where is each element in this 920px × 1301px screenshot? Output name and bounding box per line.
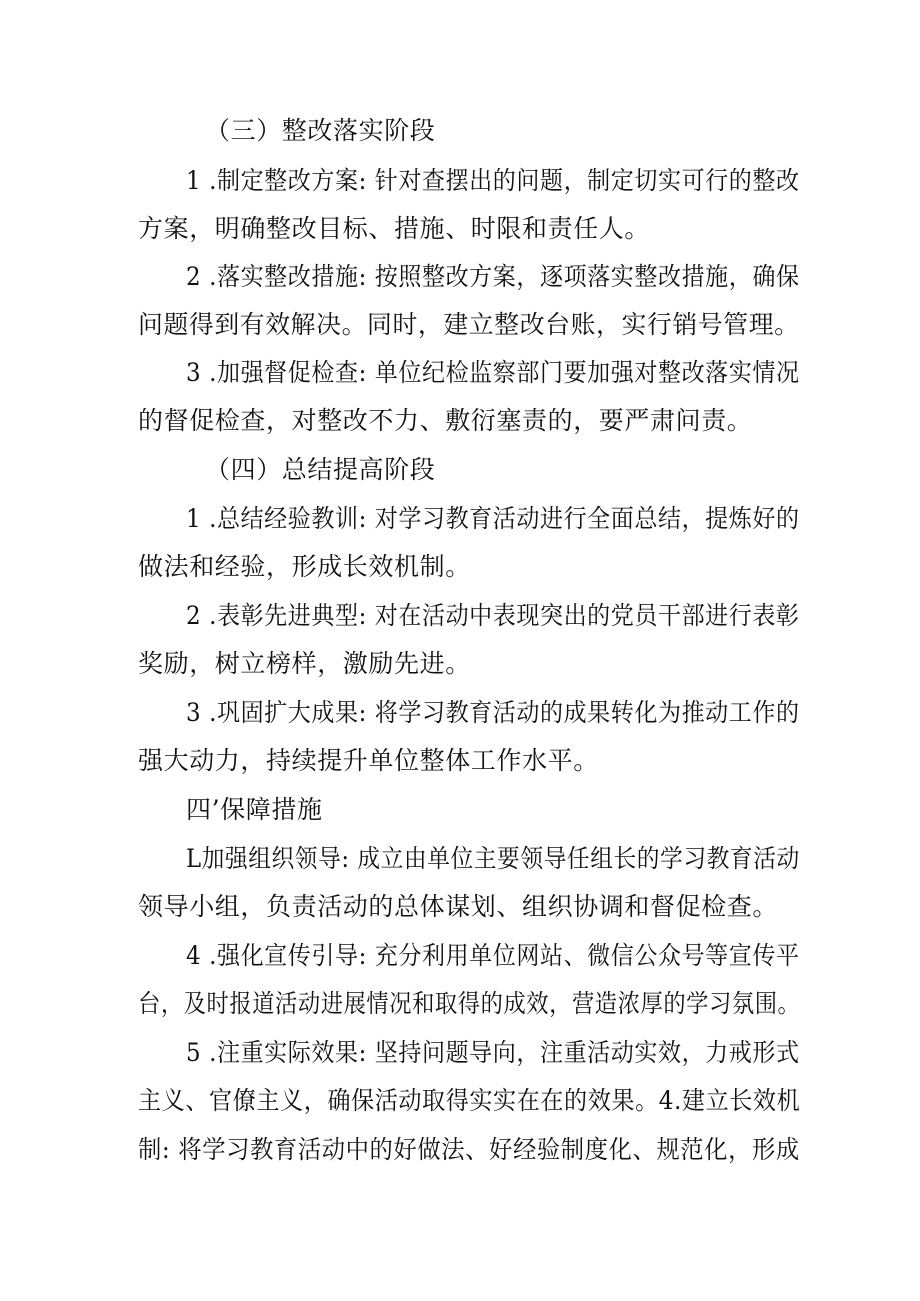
section-heading-rectification: （三）整改落实阶段 bbox=[205, 116, 436, 145]
paragraph-line: 2 .落实整改措施: 按照整改方案，逐项落实整改措施，确保 bbox=[186, 262, 800, 291]
paragraph-line: 做法和经验，形成长效机制。 bbox=[138, 552, 471, 581]
paragraph-line: 问题得到有效解决。同时，建立整改台账，实行销号管理。 bbox=[138, 310, 800, 339]
paragraph-line: 1 .制定整改方案: 针对查摆出的问题，制定切实可行的整改 bbox=[186, 166, 800, 195]
paragraph-line: 主义、官僚主义，确保活动取得实实在在的效果。4.建立长效机 bbox=[138, 1086, 801, 1115]
paragraph-line: 的督促检查，对整改不力、敷衍塞责的，要严肃问责。 bbox=[138, 406, 753, 435]
paragraph-line: 制: 将学习教育活动中的好做法、好经验制度化、规范化，形成 bbox=[138, 1135, 800, 1164]
paragraph-line: 4 .强化宣传引导: 充分利用单位网站、微信公众号等宣传平 bbox=[186, 941, 800, 970]
paragraph-line: 1 .总结经验教训: 对学习教育活动进行全面总结，提炼好的 bbox=[186, 504, 800, 533]
paragraph-line: 3 .加强督促检查: 单位纪检监察部门要加强对整改落实情况 bbox=[186, 358, 800, 387]
section-heading-summary: （四）总结提高阶段 bbox=[205, 455, 436, 484]
paragraph-line: 3 .巩固扩大成果: 将学习教育活动的成果转化为推动工作的 bbox=[186, 698, 800, 727]
section-heading-safeguards: 四’保障措施 bbox=[186, 795, 323, 824]
paragraph-line: 5 .注重实际效果: 坚持问题导向，注重活动实效，力戒形式 bbox=[186, 1038, 800, 1067]
paragraph-line: 台，及时报道活动进展情况和取得的成效，营造浓厚的学习氛围。 bbox=[138, 989, 801, 1018]
paragraph-line: L加强组织领导: 成立由单位主要领导任组长的学习教育活动 bbox=[186, 844, 800, 873]
paragraph-line: 领导小组，负责活动的总体谋划、组织协调和督促检查。 bbox=[138, 892, 779, 921]
paragraph-line: 奖励，树立榜样，激励先进。 bbox=[138, 649, 471, 678]
paragraph-line: 2 .表彰先进典型: 对在活动中表现突出的党员干部进行表彰 bbox=[186, 601, 800, 630]
paragraph-line: 强大动力，持续提升单位整体工作水平。 bbox=[138, 746, 599, 775]
paragraph-line: 方案，明确整改目标、措施、时限和责任人。 bbox=[138, 214, 651, 243]
